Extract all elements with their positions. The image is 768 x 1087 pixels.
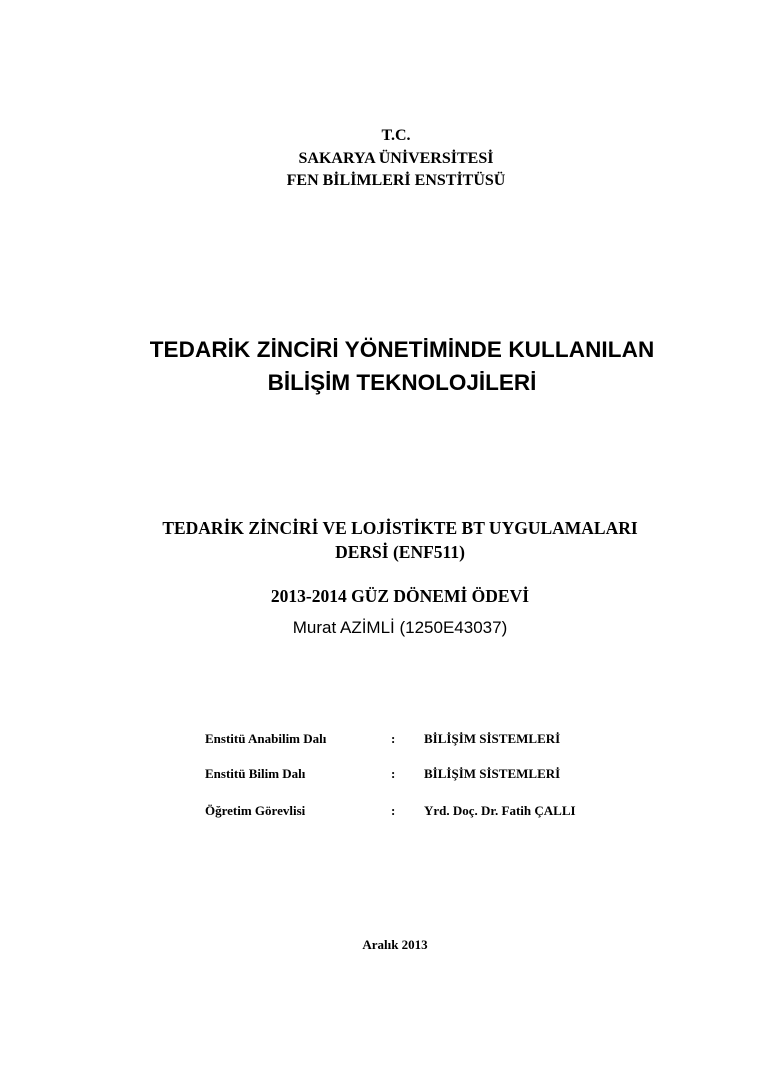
info-value: BİLİŞİM SİSTEMLERİ [424,766,561,781]
student-name: Murat AZİMLİ (1250E43037) [292,618,508,637]
course-name-line-2: DERSİ (ENF511) [335,542,465,562]
header-university: SAKARYA ÜNİVERSİTESİ [298,150,494,167]
info-label: Enstitü Bilim Dalı [205,766,306,781]
info-value: BİLİŞİM SİSTEMLERİ [424,731,561,746]
info-row-department [0,731,768,751]
thesis-title-line-1: TEDARİK ZİNCİRİ YÖNETİMİNDE KULLANILAN [149,337,655,362]
submission-date: Aralık 2013 [362,937,428,952]
course-name-line-1: TEDARİK ZİNCİRİ VE LOJİSTİKTE BT UYGULAMALARI [162,518,638,538]
header-country: T.C. [381,127,411,144]
info-separator: : [391,731,396,746]
assignment-term: 2013-2014 GÜZ DÖNEMİ ÖDEVİ [270,586,530,606]
info-value: Yrd. Doç. Dr. Fatih ÇALLI [424,803,576,818]
info-label: Öğretim Görevlisi [205,803,306,818]
info-label: Enstitü Anabilim Dalı [205,731,327,746]
thesis-title-line-2: BİLİŞİM TEKNOLOJİLERİ [267,370,537,395]
info-separator: : [391,803,396,818]
info-row-discipline [0,766,768,786]
header-institute: FEN BİLİMLERİ ENSTİTÜSÜ [286,172,506,189]
info-row-instructor [0,803,768,823]
info-separator: : [391,766,396,781]
